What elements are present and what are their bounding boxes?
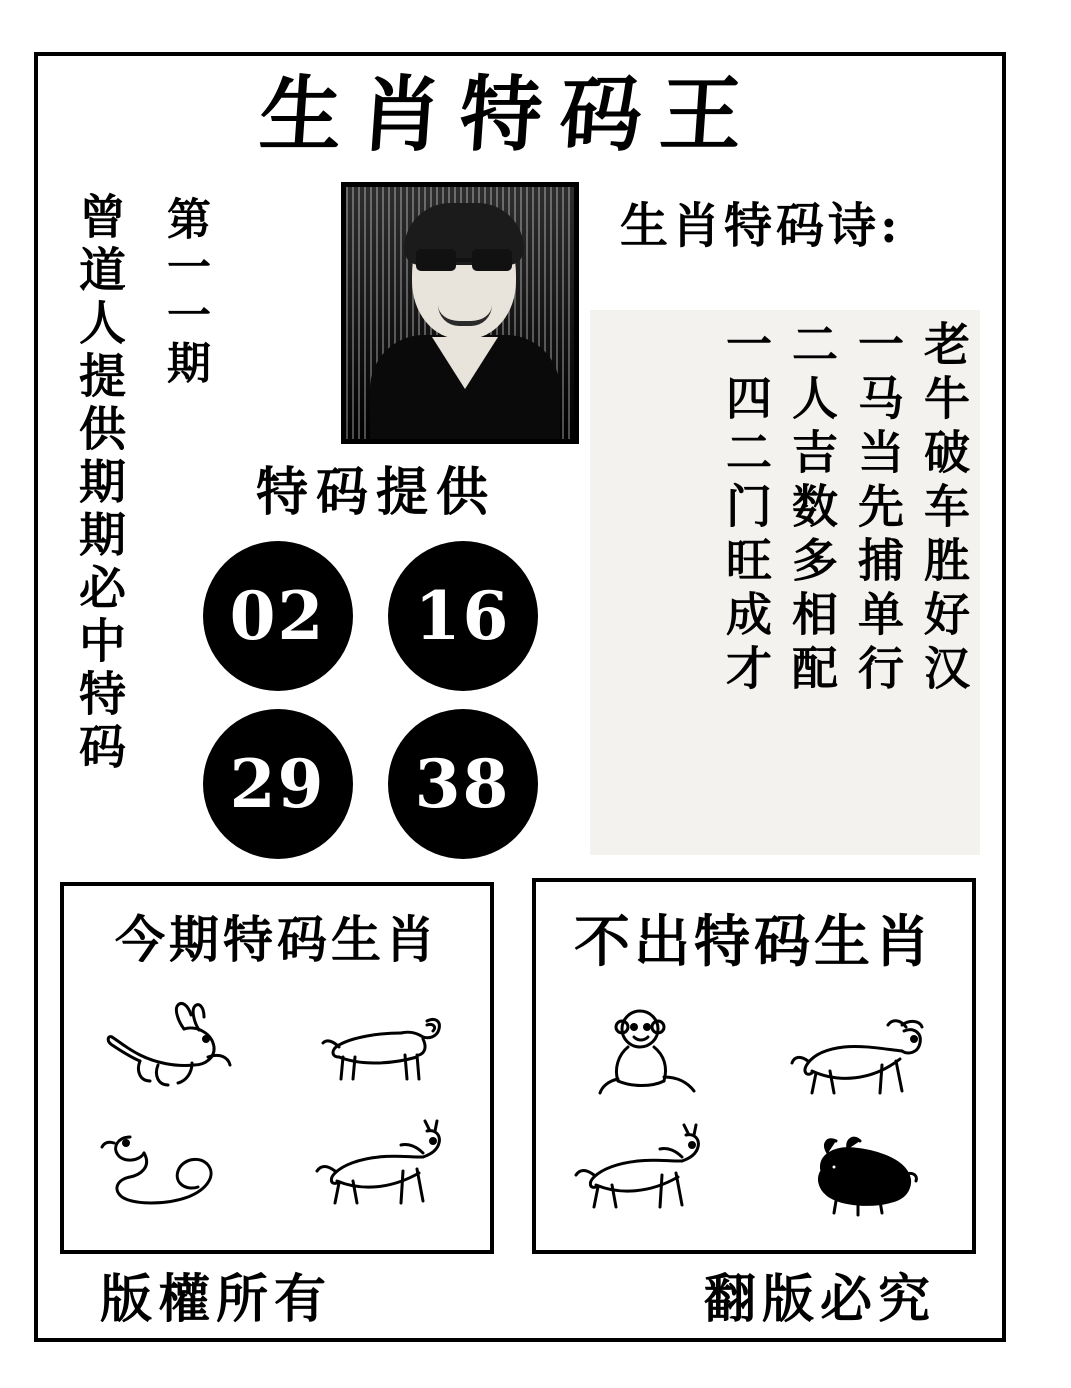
copyright-left: 版權所有 [100, 1268, 333, 1330]
poem-line: 一马当先捕单行 [851, 320, 905, 698]
issue-number: 第一一期 [159, 196, 210, 388]
zodiac-cell-pig [754, 1110, 972, 1228]
poem-line: 老牛破车胜好汉 [917, 320, 971, 698]
zodiac-cell-monkey [536, 992, 754, 1110]
zodiac-cell-snake [64, 1104, 277, 1222]
current-zodiac-title: 今期特码生肖 [115, 910, 439, 969]
left-slogan: 曾道人提供期期必中特码 [71, 192, 126, 775]
poem-title: 生肖特码诗: [620, 198, 902, 254]
pig-icon [788, 1119, 938, 1219]
number-ball: 29 [203, 709, 353, 859]
page-title: 生肖特码王 [256, 67, 764, 163]
excluded-zodiac-panel [532, 878, 976, 1254]
number-ball: 38 [388, 709, 538, 859]
poem-line: 一四二门旺成才 [719, 320, 773, 698]
monkey-icon [570, 1001, 720, 1101]
horse-icon [309, 1113, 459, 1213]
zodiac-cell-rabbit [64, 986, 277, 1104]
horse-icon [570, 1119, 720, 1219]
ox-icon [788, 1001, 938, 1101]
zodiac-cell-ox [754, 992, 972, 1110]
poem-panel [590, 310, 980, 855]
sunglasses-icon [416, 249, 512, 271]
current-zodiac-panel [60, 882, 494, 1254]
portrait-image [346, 187, 574, 439]
footer [60, 1258, 976, 1330]
poem-line: 二人吉数多相配 [785, 320, 839, 698]
portrait-photo [341, 182, 579, 444]
excluded-zodiac-title: 不出特码生肖 [574, 909, 934, 975]
number-ball: 02 [203, 541, 353, 691]
zodiac-cell-horse [536, 1110, 754, 1228]
goat-icon [309, 995, 459, 1095]
number-ball: 16 [388, 541, 538, 691]
snake-icon [96, 1113, 246, 1213]
zodiac-cell-horse [277, 1104, 490, 1222]
zodiac-cell-goat [277, 986, 490, 1104]
excluded-zodiac-grid [536, 992, 972, 1228]
rabbit-icon [96, 995, 246, 1095]
lucky-number-grid [196, 535, 544, 865]
current-zodiac-grid [64, 986, 490, 1222]
tema-heading: 特码提供 [255, 462, 496, 523]
copyright-right: 翻版必究 [703, 1268, 936, 1330]
